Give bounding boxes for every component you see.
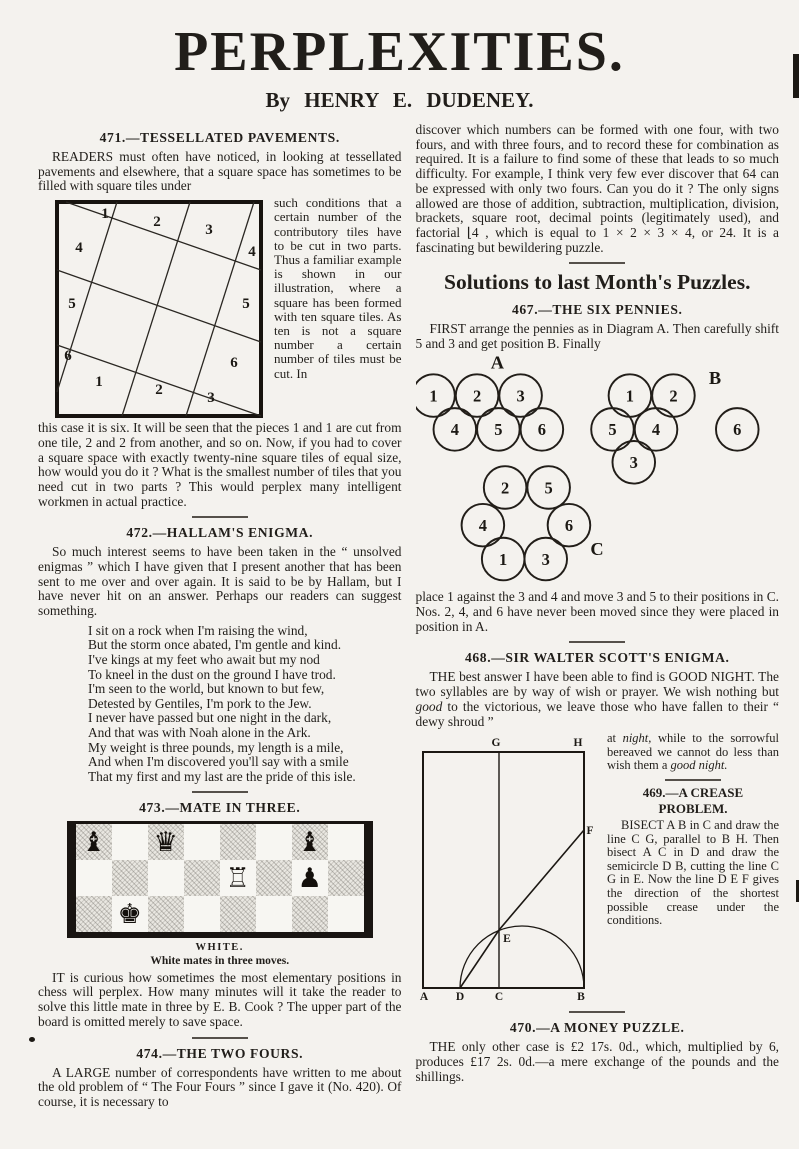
section-divider xyxy=(192,791,248,793)
penny-number: 4 xyxy=(478,516,487,536)
section-divider xyxy=(569,1011,625,1013)
chess-square xyxy=(256,824,292,860)
para-468-intro xyxy=(416,670,780,729)
narrow-column xyxy=(607,732,779,928)
tessellated-pavement-diagram xyxy=(53,198,265,420)
heading-467: 467.—THE SIX PENNIES. xyxy=(512,301,683,317)
tess-label: 2 xyxy=(153,214,161,231)
para-468-beside xyxy=(607,732,779,773)
diagram-label-c: C xyxy=(590,539,604,560)
penny-number: 4 xyxy=(450,420,459,440)
tess-label: 5 xyxy=(68,296,76,313)
penny-number: 3 xyxy=(629,453,638,473)
penny-number: 5 xyxy=(544,478,553,498)
diagram-letters xyxy=(490,353,720,559)
para-471-after: this case it is six. It will be seen that the pieces 1 and 1 are cut from one tile, 2 and 2 from another, and so on. Now, if you had to cover a square space with exactly twenty-nine square tiles of equal size, how would you do it ? What is the smallest number of tiles that you need cut in two parts ? This would perplex many intelligent workmen in actual practice. xyxy=(38,420,402,509)
para-468-intro-italic: good xyxy=(415,698,443,714)
semicircle-DB xyxy=(460,926,584,988)
chess-caption-mate: White mates in three moves. xyxy=(150,954,290,967)
chess-square xyxy=(184,824,220,860)
chess-square xyxy=(112,860,148,896)
label-D: D xyxy=(455,991,464,1004)
para-467-intro: FIRST arrange the pennies as in Diagram A. Then carefully shift 5 and 3 and get position B. Finally xyxy=(415,320,779,351)
label-G: G xyxy=(491,737,500,750)
penny-number: 6 xyxy=(564,516,573,536)
para-467-after: place 1 against the 3 and 4 and move 3 and 5 to their positions in C. Nos. 2, 4, and 6 have never been moved since they were placed in position in A. xyxy=(415,589,779,634)
chess-square xyxy=(292,824,328,860)
chess-square xyxy=(148,896,184,932)
chess-square xyxy=(328,860,364,896)
poem-line: To kneel in the dust on the ground I have trod. xyxy=(88,666,336,682)
chess-square xyxy=(292,860,328,896)
chess-square xyxy=(256,896,292,932)
poem-line: I'm seen to the world, but known to but few, xyxy=(88,681,325,697)
heading-470: 470.—A MONEY PUZZLE. xyxy=(509,1020,685,1036)
tess-label: 1 xyxy=(101,206,109,223)
tess-label: 1 xyxy=(95,374,103,391)
tess-label: 4 xyxy=(248,244,256,261)
tess-label: 6 xyxy=(230,355,238,372)
right-column xyxy=(416,123,780,1110)
penny-number: 2 xyxy=(500,478,509,498)
poem-line: I've kings at my feet who await but my nod xyxy=(88,652,320,668)
section-divider xyxy=(569,262,625,264)
heading-471: 471.—TESSELLATED PAVEMENTS. xyxy=(99,130,340,145)
left-column xyxy=(38,123,402,1110)
para-468-beside-italic-2: good night. xyxy=(670,758,728,773)
label-H: H xyxy=(573,737,582,750)
chess-board xyxy=(67,821,373,938)
heading-469-line2: PROBLEM. xyxy=(658,800,728,816)
byline: By HENRY E. DUDENEY. xyxy=(265,88,534,112)
label-C: C xyxy=(494,991,503,1004)
chess-caption-white: WHITE. xyxy=(195,942,244,954)
para-468-beside-1: at xyxy=(607,732,623,746)
para-474-intro: A LARGE number of correspondents have written to me about the old problem of “ The Four Fours ” since I gave it (No. 420). Of course, it is necessary to xyxy=(38,1064,402,1109)
heading-472: 472.—HALLAM'S ENIGMA. xyxy=(126,525,314,541)
penny-number: 1 xyxy=(429,386,438,406)
poem-line: I never have passed but one night in the dark, xyxy=(88,710,332,726)
crease-problem-diagram xyxy=(418,732,598,1004)
tess-label: 5 xyxy=(242,296,250,313)
chess-figure xyxy=(67,821,373,968)
chess-piece-bB: ♝ xyxy=(297,826,322,858)
penny-number: 4 xyxy=(651,420,660,440)
tess-label: 6 xyxy=(64,348,72,365)
solutions-heading: Solutions to last Month's Puzzles. xyxy=(444,270,751,295)
chess-square xyxy=(76,824,112,860)
tess-label: 3 xyxy=(205,222,213,239)
para-468-intro-1: THE best answer I have been able to find is GOOD NIGHT. The two syllables are by way of wish or prayer. We wish nothing but xyxy=(415,669,779,700)
scan-artifact xyxy=(793,54,799,98)
chess-piece-bK: ♚ xyxy=(117,898,142,930)
para-474-continuation: discover which numbers can be formed with one four, with two fours, and with three fours, and to record these for combination as required. It is a failure to find some of these that leads to so much difficulty. For example, I think very few ever discover that 64 can be expressed with only two fours. Can you do it ? The only signs allowed are those of addition, subtraction, multiplication, division, brackets, square root, decimal points (legitimately used), and factorial ⌊4 , which is equal to 1 × 2 × 3 × 4, or 24. It is a fascinating but bewildering puzzle. xyxy=(415,122,779,255)
chess-piece-wR: ♖ xyxy=(225,862,250,894)
para-468-beside-2: while to the sorrowful bereaved we cannot do less than wish them a xyxy=(607,732,779,773)
label-B: B xyxy=(576,991,585,1004)
enigma-poem xyxy=(88,624,402,785)
penny-number: 6 xyxy=(732,420,742,440)
chess-square xyxy=(148,824,184,860)
penny-number: 3 xyxy=(516,386,525,406)
para-471-beside-text: such conditions that a certain number of the contributory tiles have to be cut in two parts. Thus a familiar example is shown in our illustration, where a square has been formed with ten square tiles. As ten is not a square number a certain number of tiles must be cut. In xyxy=(274,196,402,381)
heading-468: 468.—SIR WALTER SCOTT'S ENIGMA. xyxy=(465,650,730,666)
tess-label: 3 xyxy=(207,390,215,407)
label-E: E xyxy=(502,933,511,946)
poem-line: And that was with Noah alone in the Ark. xyxy=(88,725,311,740)
columns xyxy=(0,113,799,1110)
penny-circles xyxy=(416,375,759,581)
label-A: A xyxy=(419,991,428,1004)
scan-artifact xyxy=(29,1037,35,1042)
para-472-intro: So much interest seems to have been taken in the “ unsolved enigmas ” which I have given that I present another that has been sent to me over and over again. It is said to be by Hallam, but I have never hit on an answer. Perhaps our readers can suggest something. xyxy=(38,544,402,619)
diagram-label-b: B xyxy=(708,368,721,389)
chess-square xyxy=(220,896,256,932)
chess-square xyxy=(328,824,364,860)
para-471-intro: READERS must often have noticed, in looking at tessellated pavements and elsewhere, that a square space has sometimes to be filled with square tiles under xyxy=(38,149,402,194)
penny-numbers xyxy=(429,387,741,569)
penny-number: 1 xyxy=(625,386,634,406)
para-468-beside-italic-1: night, xyxy=(622,732,652,746)
chess-square xyxy=(112,824,148,860)
para-470-body: THE only other case is £2 17s. 0d., which, multiplied by 6, produces £17 2s. 0d.—a mere exchange of the pounds and the shillings. xyxy=(415,1039,779,1084)
section-divider xyxy=(569,641,625,643)
chess-square xyxy=(292,896,328,932)
chess-square xyxy=(184,896,220,932)
section-divider xyxy=(665,779,721,781)
chess-piece-bP: ♟ xyxy=(297,862,322,894)
tess-label: 4 xyxy=(75,240,83,257)
chess-square xyxy=(184,860,220,896)
chess-square xyxy=(256,860,292,896)
para-471-beside-figure xyxy=(274,196,402,381)
crease-rectangle xyxy=(423,752,584,988)
section-divider xyxy=(192,1037,248,1039)
chess-piece-bB: ♝ xyxy=(81,826,106,858)
penny-number: 2 xyxy=(669,386,678,406)
para-469-body: BISECT A B in C and draw the line C G, parallel to B H. Then bisect A C in D and draw the semicircle D B, cutting the line C G in E. Now the line D E F gives the direction of the shortest possible crease under the conditions. xyxy=(607,818,779,928)
penny-number: 2 xyxy=(472,386,481,406)
chess-square xyxy=(112,896,148,932)
diagram-label-a: A xyxy=(490,353,504,373)
poem-line: That my first and my last are the pride of this isle. xyxy=(88,768,356,784)
poem-line: But the storm once abated, I'm gentle and kind. xyxy=(88,637,342,653)
para-468-intro-2: to the victorious, we leave those who have fallen to their “ dewy shroud ” xyxy=(415,698,779,729)
heading-469-line1: 469.—A CREASE xyxy=(642,785,744,801)
poem-line: And when I'm discovered you'll say with a smile xyxy=(88,754,349,770)
chess-square xyxy=(220,824,256,860)
chess-square xyxy=(220,860,256,896)
section-divider xyxy=(192,516,248,518)
six-pennies-diagram xyxy=(416,353,779,590)
penny-number: 6 xyxy=(537,420,546,440)
heading-474: 474.—THE TWO FOURS. xyxy=(136,1045,304,1061)
chess-square xyxy=(76,896,112,932)
penny-number: 5 xyxy=(608,420,617,440)
penny-number: 3 xyxy=(541,550,550,570)
crease-labels xyxy=(419,737,593,1003)
page-title: PERPLEXITIES. xyxy=(174,21,625,83)
tessellated-figure-block xyxy=(38,196,402,421)
poem-line: My weight is three pounds, my length is a mile, xyxy=(88,739,344,755)
heading-473: 473.—MATE IN THREE. xyxy=(139,800,301,816)
poem-line: Detested by Gentiles, I'm pork to the Jew. xyxy=(88,695,312,711)
penny-number: 1 xyxy=(498,550,508,570)
label-F: F xyxy=(585,825,594,838)
penny-number: 5 xyxy=(493,420,503,440)
chess-square xyxy=(328,896,364,932)
chess-square xyxy=(148,860,184,896)
tess-label: 2 xyxy=(155,382,163,399)
crease-figure-block xyxy=(416,732,780,1004)
chess-square xyxy=(76,860,112,896)
line-DEF xyxy=(460,830,584,988)
poem-line: I sit on a rock when I'm raising the wind, xyxy=(88,622,308,638)
heading-469 xyxy=(607,785,779,816)
para-473-after: IT is curious how sometimes the most elementary positions in chess will perplex. How many minutes will it take the reader to solve this little mate in three by E. B. Cook ? The upper part of the board is omitted merely to save space. xyxy=(38,969,402,1029)
chess-piece-bQ: ♛ xyxy=(153,826,178,858)
